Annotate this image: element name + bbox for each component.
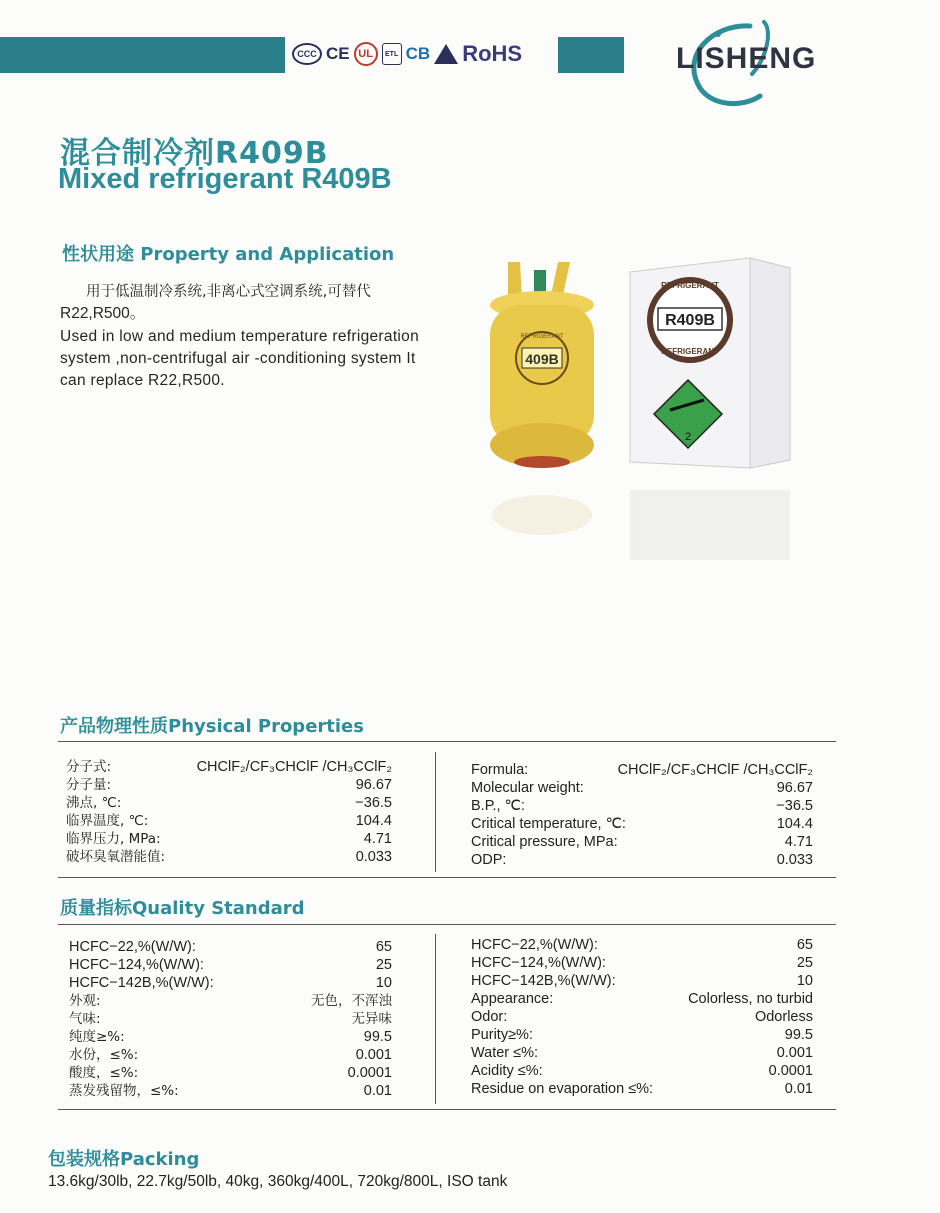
ccc-mark-icon: CCC bbox=[292, 43, 322, 65]
table-row: Acidity ≤%: 0.0001 bbox=[471, 1063, 813, 1079]
ce-mark-icon: CE bbox=[326, 44, 350, 63]
table-row: ODP: 0.033 bbox=[471, 852, 813, 868]
property-text-cn: 用于低温制冷系统,非离心式空调系统,可替代 bbox=[86, 284, 371, 300]
quality-divider bbox=[435, 934, 436, 1104]
physical-top-rule bbox=[58, 741, 836, 742]
header-band-left bbox=[0, 37, 285, 73]
table-row: 沸点, ℃: −36.5 bbox=[66, 795, 392, 811]
box-label: R409B bbox=[665, 312, 715, 329]
table-row: 破坏臭氧潜能值: 0.033 bbox=[66, 849, 392, 865]
table-row: 外观: 无色，不浑浊 bbox=[69, 993, 392, 1009]
table-row: 气味: 无异味 bbox=[69, 1011, 392, 1027]
cb-mark-icon: CB bbox=[405, 44, 431, 63]
table-row: Residue on evaporation ≤%: 0.01 bbox=[471, 1081, 813, 1097]
property-heading: 性状用途 Property and Application bbox=[62, 244, 395, 265]
physical-heading: 产品物理性质Physical Properties bbox=[60, 716, 364, 737]
physical-table-en bbox=[471, 761, 813, 869]
cylinder-illustration bbox=[490, 262, 594, 468]
product-image bbox=[470, 250, 840, 570]
table-row: HCFC−142B,%(W/W): 10 bbox=[471, 973, 813, 989]
table-row: Water ≤%: 0.001 bbox=[471, 1045, 813, 1061]
brand-logo bbox=[672, 16, 837, 108]
table-row: 水份，≤%: 0.001 bbox=[69, 1047, 392, 1063]
ul-mark-icon: UL bbox=[354, 42, 378, 66]
cylinder-label: 409B bbox=[525, 351, 559, 367]
cylinder-ring-label: REFRIGERANT bbox=[520, 334, 564, 340]
table-row: HCFC−124,%(W/W): 25 bbox=[69, 957, 392, 973]
table-row: 分子式: CHClF₂/CF₃CHClF /CH₃CClF₂ bbox=[66, 759, 392, 775]
physical-bottom-rule bbox=[58, 877, 836, 878]
packing-heading: 包装规格Packing bbox=[48, 1149, 200, 1170]
physical-divider bbox=[435, 752, 436, 872]
table-row: 临界压力, MPa: 4.71 bbox=[66, 831, 392, 847]
table-row: 临界温度, ℃: 104.4 bbox=[66, 813, 392, 829]
packing-text: 13.6kg/30lb, 22.7kg/50lb, 40kg, 360kg/400L, 720kg/800L, ISO tank bbox=[48, 1173, 508, 1190]
table-row: Formula: CHClF₂/CF₃CHClF /CH₃CClF₂ bbox=[471, 762, 813, 778]
table-row: 纯度≥%: 99.5 bbox=[69, 1029, 392, 1045]
table-row: HCFC−142B,%(W/W): 10 bbox=[69, 975, 392, 991]
table-row: Odor: Odorless bbox=[471, 1009, 813, 1025]
brand-name: LISHENG bbox=[676, 42, 817, 75]
quality-top-rule bbox=[58, 924, 836, 925]
vde-mark-icon bbox=[434, 44, 458, 64]
quality-table-cn bbox=[69, 938, 392, 1100]
physical-table-cn bbox=[66, 758, 392, 866]
property-text-en: Used in low and medium temperature refrigeration system ,non-centrifugal air -conditioning system It can replace R22,R500. bbox=[60, 328, 420, 389]
table-row: B.P., ℃: −36.5 bbox=[471, 798, 813, 814]
certification-marks bbox=[292, 34, 554, 74]
table-row: HCFC−22,%(W/W): 65 bbox=[69, 939, 392, 955]
table-row: HCFC−124,%(W/W): 25 bbox=[471, 955, 813, 971]
header-band-right bbox=[558, 37, 624, 73]
quality-bottom-rule bbox=[58, 1109, 836, 1110]
box-ring-bottom-label: REFRIGERANT bbox=[661, 347, 719, 356]
rohs-mark-icon: RoHS bbox=[462, 41, 523, 66]
table-row: 分子量: 96.67 bbox=[66, 777, 392, 793]
product-reflection bbox=[492, 490, 790, 560]
table-row: 蒸发残留物，≤%: 0.01 bbox=[69, 1083, 392, 1099]
table-row: Purity≥%: 99.5 bbox=[471, 1027, 813, 1043]
title-chinese: 混合制冷剂R409B bbox=[60, 136, 329, 171]
box-ring-top-label: REFRIGERANT bbox=[661, 281, 719, 290]
table-row: 酸度，≤%: 0.0001 bbox=[69, 1065, 392, 1081]
box-illustration bbox=[630, 258, 790, 468]
hazard-class: 2 bbox=[684, 431, 692, 443]
quality-heading: 质量指标Quality Standard bbox=[60, 898, 305, 919]
etl-mark-icon: ETL bbox=[382, 43, 402, 65]
quality-table-en bbox=[471, 936, 813, 1098]
table-row: Molecular weight: 96.67 bbox=[471, 780, 813, 796]
table-row: Critical pressure, MPa: 4.71 bbox=[471, 834, 813, 850]
table-row: Appearance: Colorless, no turbid bbox=[471, 991, 813, 1007]
property-text-cn-2: R22,R500。 bbox=[60, 305, 146, 322]
table-row: Critical temperature, ℃: 104.4 bbox=[471, 816, 813, 832]
title-english: Mixed refrigerant R409B bbox=[58, 163, 392, 195]
table-row: HCFC−22,%(W/W): 65 bbox=[471, 937, 813, 953]
